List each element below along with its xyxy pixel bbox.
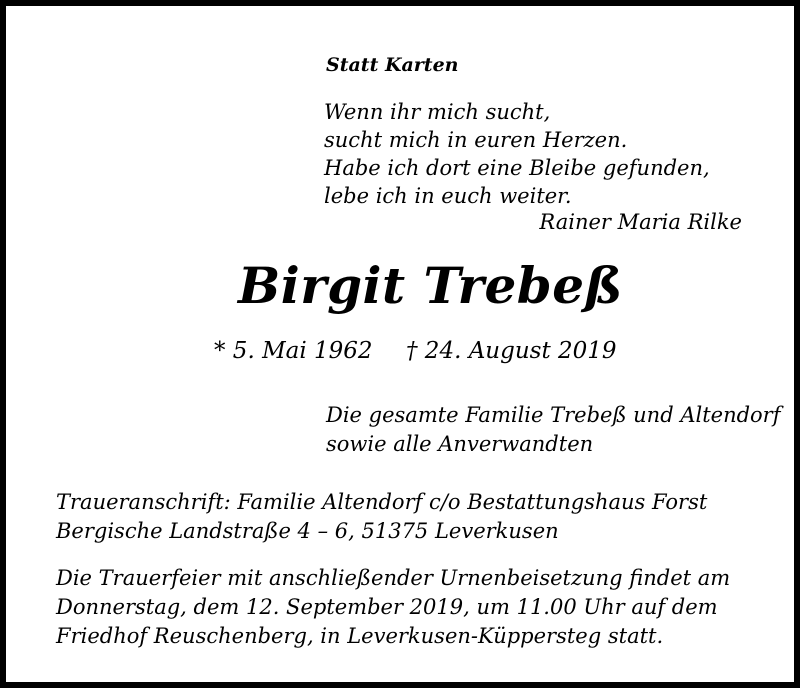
service-line: Donnerstag, dem 12. September 2019, um 11.00 Uhr auf dem [56,595,718,619]
funeral-service-info [56,564,730,651]
death-date: † 24. August 2019 [406,338,617,364]
mourners-line: sowie alle Anverwandten [326,432,594,456]
birth-date: * 5. Mai 1962 [214,338,373,364]
deceased-name: Birgit Trebeß [238,256,624,315]
service-line: Die Trauerfeier mit anschließender Urnenbeisetzung findet am [56,566,731,590]
poem [324,98,710,210]
address-line: Bergische Landstraße 4 – 6, 51375 Leverkusen [56,519,559,543]
poem-line: Wenn ihr mich sucht, [324,100,551,124]
service-line: Friedhof Reuschenberg, in Leverkusen-Küppersteg statt. [56,624,664,648]
poem-line: lebe ich in euch weiter. [324,184,572,208]
address-line: Traueranschrift: Familie Altendorf c/o Bestattungshaus Forst [56,490,708,514]
mourners [326,401,781,459]
poem-line: sucht mich in euren Herzen. [324,128,628,152]
poem-author: Rainer Maria Rilke [539,210,742,234]
mourners-line: Die gesamte Familie Trebeß und Altendorf [326,403,781,427]
mourning-address [56,488,707,546]
poem-line: Habe ich dort eine Bleibe gefunden, [324,156,710,180]
notice-heading: Statt Karten [326,54,459,76]
